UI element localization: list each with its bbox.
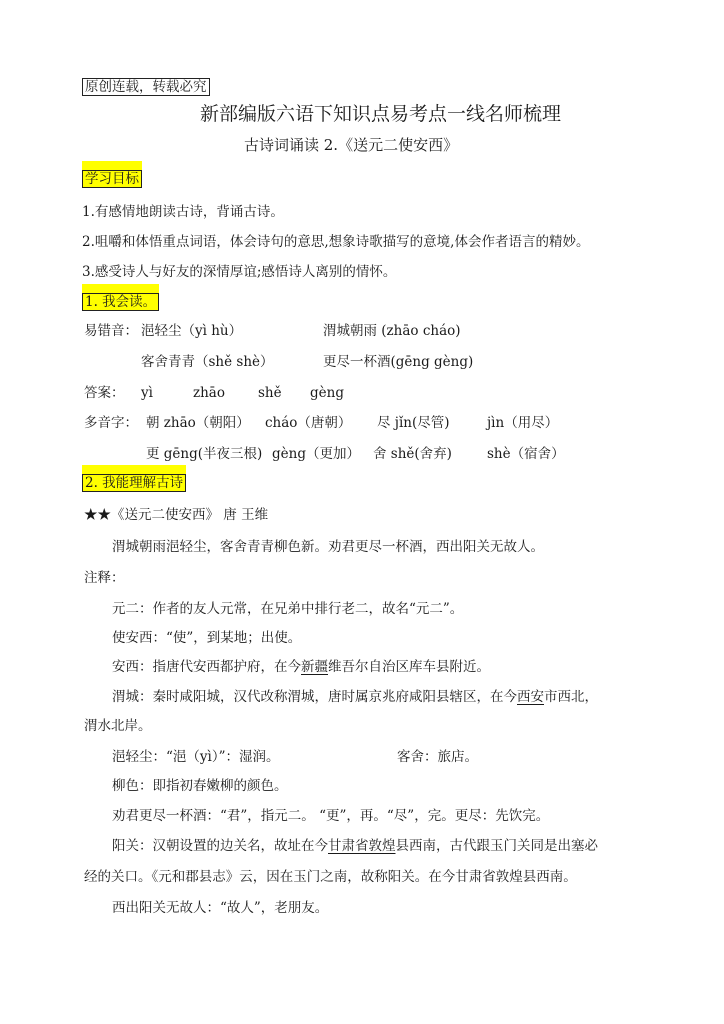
note-text: 渭城：秦时咸阳城，汉代改称渭城，唐时属京兆府咸阳县辖区，在今 — [112, 689, 517, 705]
note-item — [112, 837, 598, 855]
error-prone-item: 浥轻尘（yì hù） — [141, 323, 243, 339]
note-text: 安西：指唐代安西都护府，在今 — [112, 659, 301, 675]
note-item — [112, 658, 490, 676]
answer-item: gèng — [310, 385, 344, 401]
note-item: 柳色：即指初春嫩柳的颜色。 — [112, 778, 288, 794]
polyphone-label: 多音字： — [84, 415, 138, 431]
note-underlined-text: 甘肃省敦煌 — [328, 838, 396, 854]
note-continuation: 渭水北岸。 — [84, 718, 152, 734]
section1-heading — [82, 293, 159, 311]
note-continuation: 经的关口。《元和郡县志》云，因在玉门之南，故称阳关。在今甘肃省敦煌县西南。 — [84, 869, 577, 885]
polyphone-item: jìn（用尽） — [487, 415, 559, 431]
note-item: 劝君更尽一杯酒：“君”，指元二。 “更”，再。“尽”，完。更尽：先饮完。 — [112, 808, 550, 824]
note-item — [112, 688, 598, 706]
note-text: 县西南，古代跟玉门关同是出塞必 — [395, 838, 598, 854]
note-text: 维吾尔自治区库车县附近。 — [328, 659, 490, 675]
note-item: 使安西：“使”，到某地；出使。 — [112, 630, 302, 646]
note-text: 阳关：汉朝设置的边关名，故址在今 — [112, 838, 328, 854]
polyphone-item: 尽 jǐn(尽管) — [377, 415, 450, 431]
note-item: 浥轻尘：“浥（yì）”：湿润。 — [112, 749, 280, 765]
answer-label: 答案： — [84, 385, 125, 401]
error-prone-item: 渭城朝雨 (zhāo cháo) — [323, 323, 461, 339]
polyphone-item: 更 gēng(半夜三根) — [146, 446, 263, 462]
goal-item: 2.咀嚼和体悟重点词语，体会诗句的意思,想象诗歌描写的意境,体会作者语言的精妙。 — [82, 234, 590, 250]
page-title: 新部编版六语下知识点易考点一线名师梳理 — [200, 103, 562, 125]
section1-heading-label: 1. 我会读。 — [82, 293, 159, 311]
answer-item: shě — [258, 385, 282, 401]
answer-item: yì — [141, 385, 153, 401]
polyphone-item: 舍 shě(舍弃) — [373, 446, 452, 462]
poem-text: 渭城朝雨浥轻尘，客舍青青柳色新。劝君更尽一杯酒，西出阳关无故人。 — [112, 539, 544, 555]
note-text: 市西北， — [544, 689, 598, 705]
note-underlined-text: 西安 — [517, 689, 544, 705]
note-item: 西出阳关无故人：“故人”，老朋友。 — [112, 900, 329, 916]
polyphone-item: shè（宿舍） — [487, 446, 565, 462]
polyphone-item: 朝 zhāo（朝阳） — [146, 415, 250, 431]
page-subtitle: 古诗词诵读 2.《送元二使安西》 — [244, 136, 459, 154]
section2-heading — [82, 474, 186, 492]
goals-heading — [82, 170, 142, 188]
polyphone-item: cháo（唐朝） — [265, 415, 352, 431]
section2-heading-label: 2. 我能理解古诗 — [82, 474, 186, 492]
note-underlined-text: 新疆 — [301, 659, 328, 675]
goals-heading-label: 学习目标 — [82, 170, 142, 188]
goal-item: 3.感受诗人与好友的深情厚谊;感悟诗人离别的情怀。 — [82, 264, 397, 280]
note-item: 元二：作者的友人元常，在兄弟中排行老二，故名“元二”。 — [112, 601, 464, 617]
poem-heading: ★★《送元二使安西》 唐 王维 — [84, 507, 269, 523]
goal-item: 1.有感情地朗读古诗，背诵古诗。 — [82, 204, 284, 220]
copyright-notice-text: 原创连载，转载必究 — [82, 78, 210, 96]
error-prone-item: 客舍青青（shě shè） — [141, 354, 274, 370]
error-prone-label: 易错音： — [84, 323, 138, 339]
error-prone-item: 更尽一杯酒(gēng gèng) — [323, 354, 474, 370]
notes-label: 注释： — [84, 570, 125, 586]
answer-item: zhāo — [193, 385, 225, 401]
polyphone-item: gèng（更加） — [272, 446, 360, 462]
copyright-notice — [82, 78, 210, 96]
note-item: 客舍：旅店。 — [397, 749, 478, 765]
